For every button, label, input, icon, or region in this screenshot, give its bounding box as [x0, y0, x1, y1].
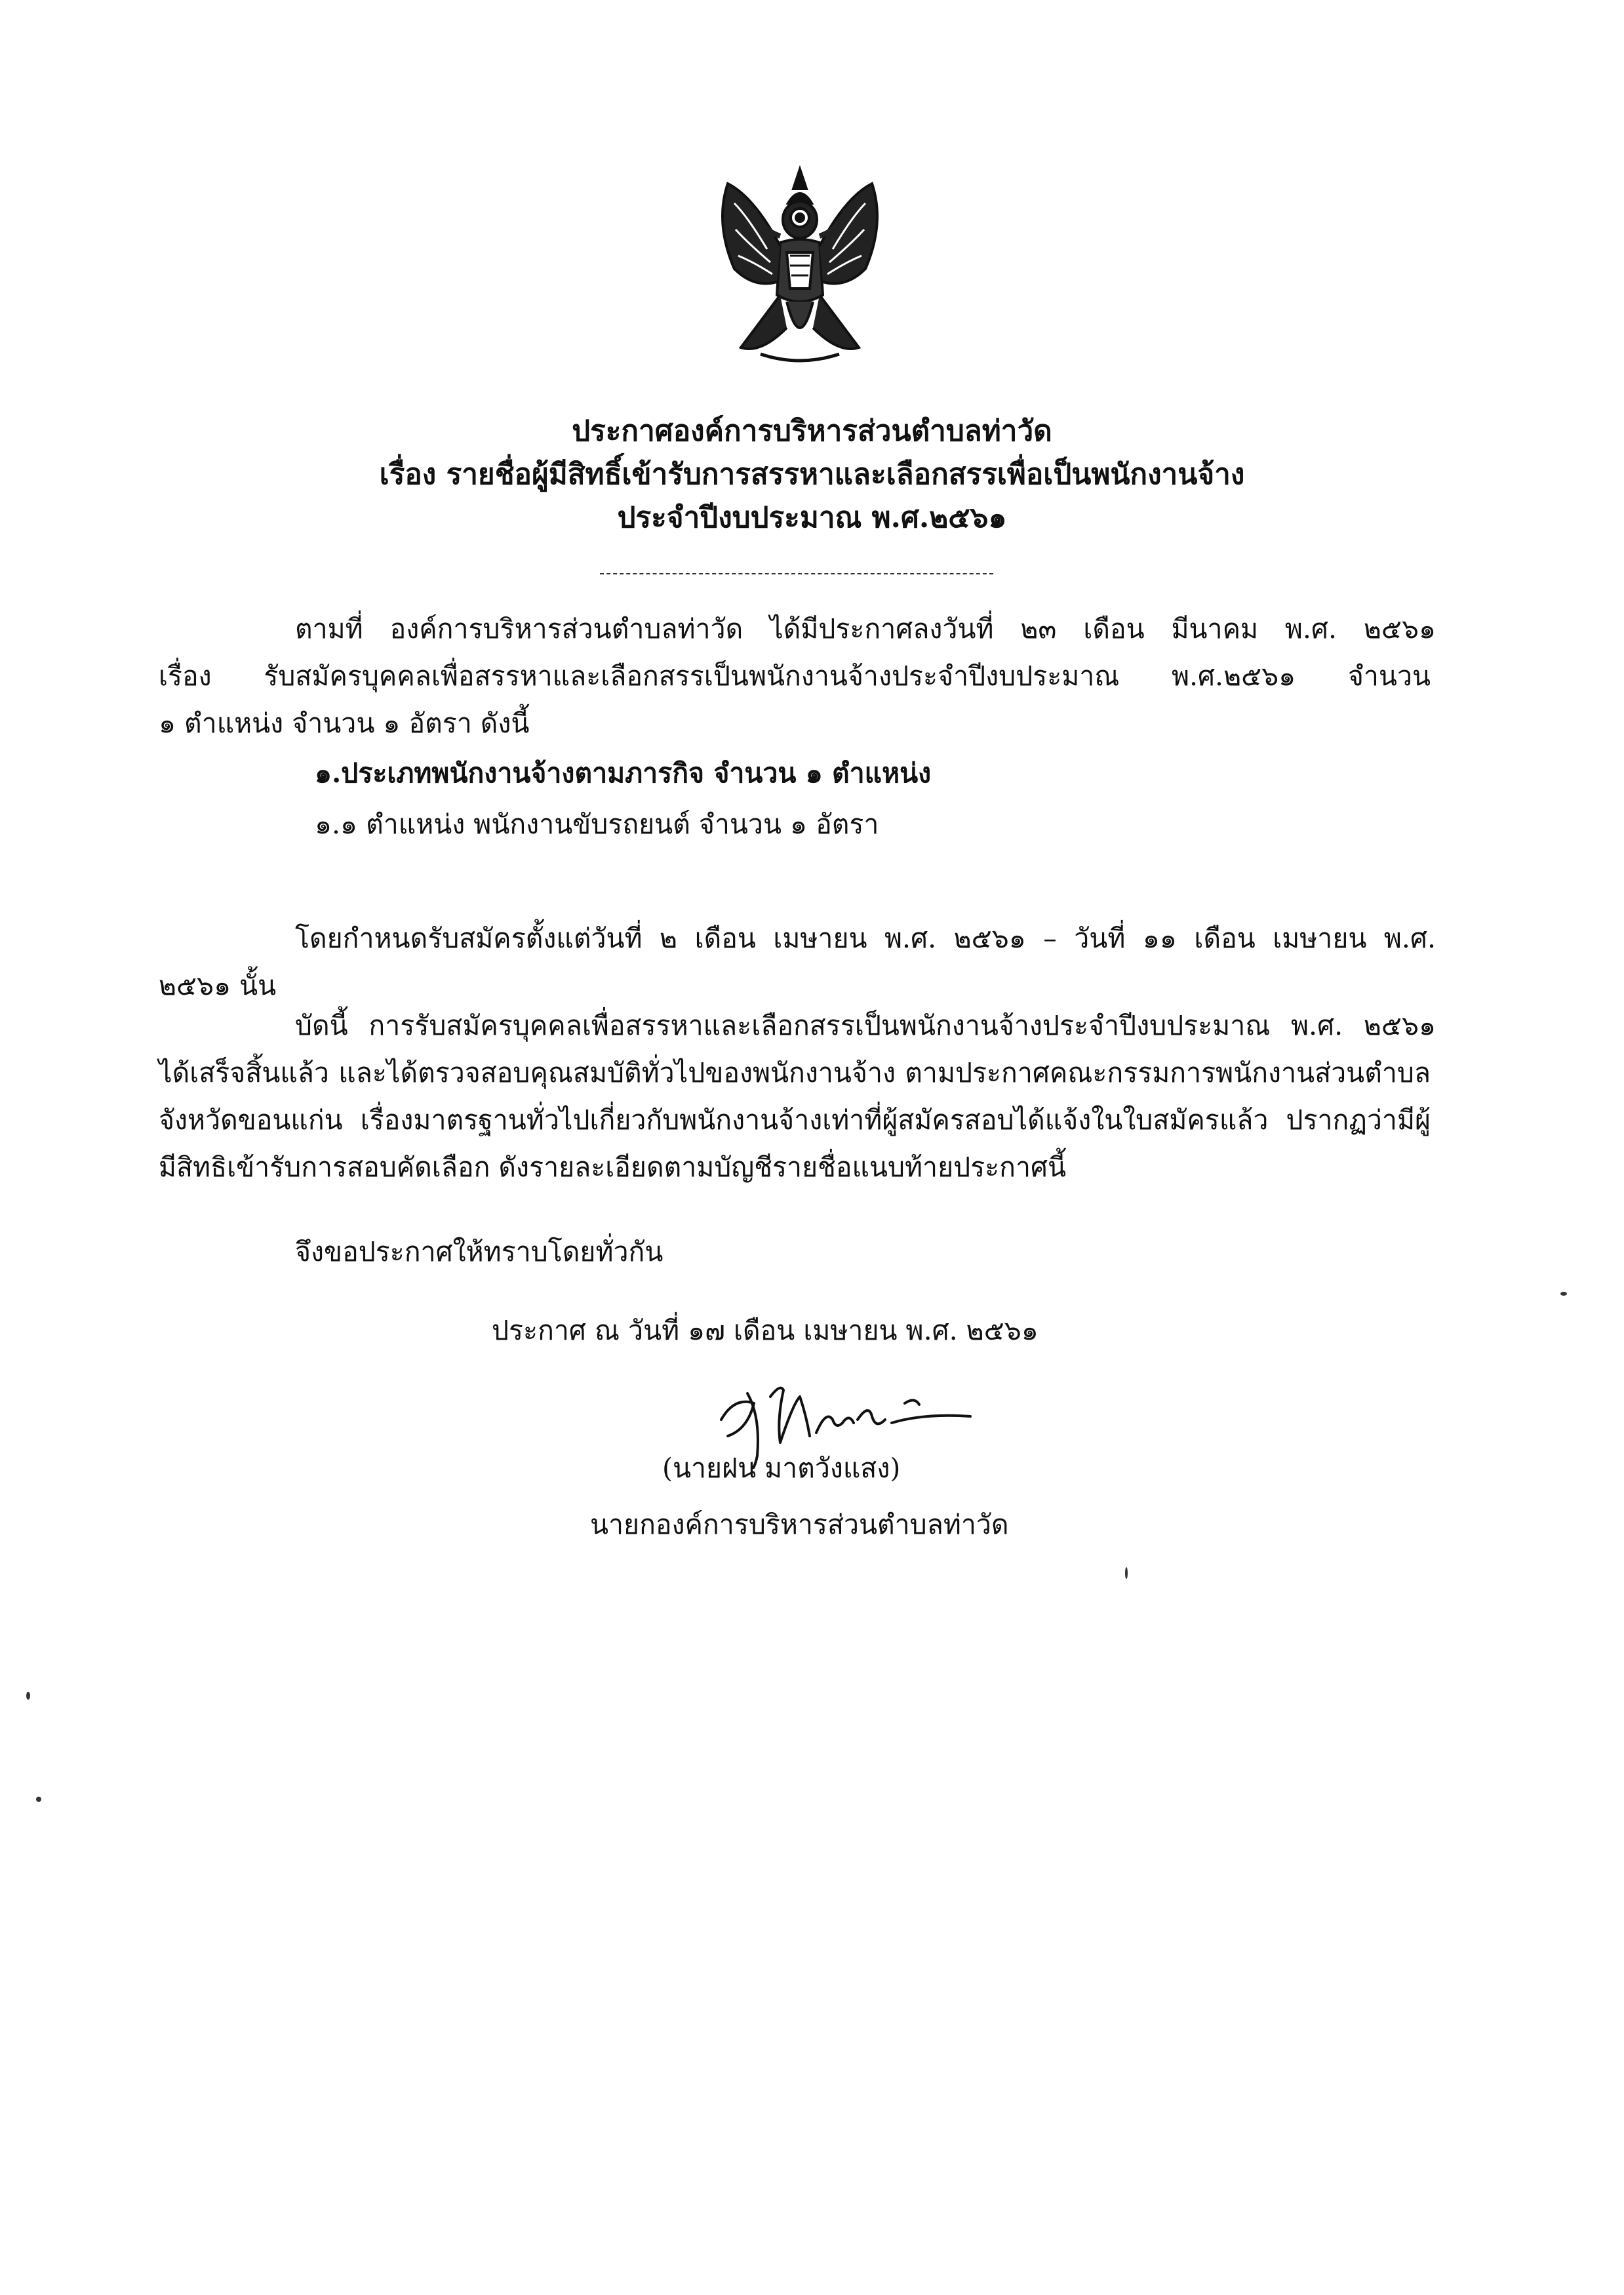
paragraph-1-line-1: ตามที่ องค์การบริหารส่วนตำบลท่าวัด ได้มีประกาศลงวันที่ ๒๓ เดือน มีนาคม พ.ศ. ๒๕๖๑ — [295, 613, 1436, 645]
announcement-title: ประกาศองค์การบริหารส่วนตำบลท่าวัด — [572, 414, 1052, 448]
scan-speck — [26, 1692, 30, 1700]
paragraph-3-line-4: มีสิทธิเข้ารับการสอบคัดเลือก ดังรายละเอียดตามบัญชีรายชื่อแนบท้ายประกาศนี้ — [159, 1151, 1067, 1183]
employee-category: ๑.ประเภทพนักงานจ้างตามภารกิจ จำนวน ๑ ตำแหน่ง — [315, 757, 932, 789]
title-divider — [600, 573, 993, 574]
paragraph-2-line-2: ๒๕๖๑ นั้น — [159, 970, 277, 1001]
signer-name: (นายฝน มาตวังแสง) — [662, 1452, 901, 1484]
signer-title: นายกองค์การบริหารส่วนตำบลท่าวัด — [590, 1509, 1009, 1540]
paragraph-3-line-2: ได้เสร็จสิ้นแล้ว และได้ตรวจสอบคุณสมบัติทั่วไปของพนักงานจ้าง ตามประกาศคณะกรรมการพนักงานส่วนตำบล — [159, 1057, 1431, 1088]
closing-statement: จึงขอประกาศให้ทราบโดยทั่วกัน — [295, 1236, 663, 1267]
scan-speck — [36, 1797, 41, 1802]
announcement-subject: เรื่อง รายชื่อผู้มีสิทธิ์เข้ารับการสรรหาและเลือกสรรเพื่อเป็นพนักงานจ้าง — [379, 458, 1245, 491]
position-item: ๑.๑ ตำแหน่ง พนักงานขับรถยนต์ จำนวน ๑ อัตรา — [315, 808, 879, 840]
garuda-emblem-icon — [688, 157, 911, 380]
scan-speck — [1125, 1567, 1128, 1579]
paragraph-3-line-3: จังหวัดขอนแก่น เรื่องมาตรฐานทั่วไปเกี่ยวกับพนักงานจ้างเท่าที่ผู้สมัครสอบได้แจ้งในใบสมัครแล้ว ปรากฏว่ามีผู้ — [159, 1104, 1431, 1136]
scan-speck — [1560, 1292, 1567, 1296]
announcement-date: ประกาศ ณ วันที่ ๑๗ เดือน เมษายน พ.ศ. ๒๕๖๑ — [492, 1315, 1039, 1346]
paragraph-1-line-3: ๑ ตำแหน่ง จำนวน ๑ อัตรา ดังนี้ — [159, 708, 530, 739]
paragraph-1-line-2: เรื่อง รับสมัครบุคคลเพื่อสรรหาและเลือกสรรเป็นพนักงานจ้างประจำปีงบประมาณ พ.ศ.๒๕๖๑ จำนวน — [159, 660, 1431, 692]
announcement-fiscal-year: ประจำปีงบประมาณ พ.ศ.๒๕๖๑ — [617, 501, 1007, 534]
paragraph-3-line-1: บัดนี้ การรับสมัครบุคคลเพื่อสรรหาและเลือกสรรเป็นพนักงานจ้างประจำปีงบประมาณ พ.ศ. ๒๕๖๑ — [295, 1010, 1436, 1041]
paragraph-2-line-1: โดยกำหนดรับสมัครตั้งแต่วันที่ ๒ เดือน เมษายน พ.ศ. ๒๕๖๑ – วันที่ ๑๑ เดือน เมษายน พ.ศ. — [295, 923, 1436, 954]
